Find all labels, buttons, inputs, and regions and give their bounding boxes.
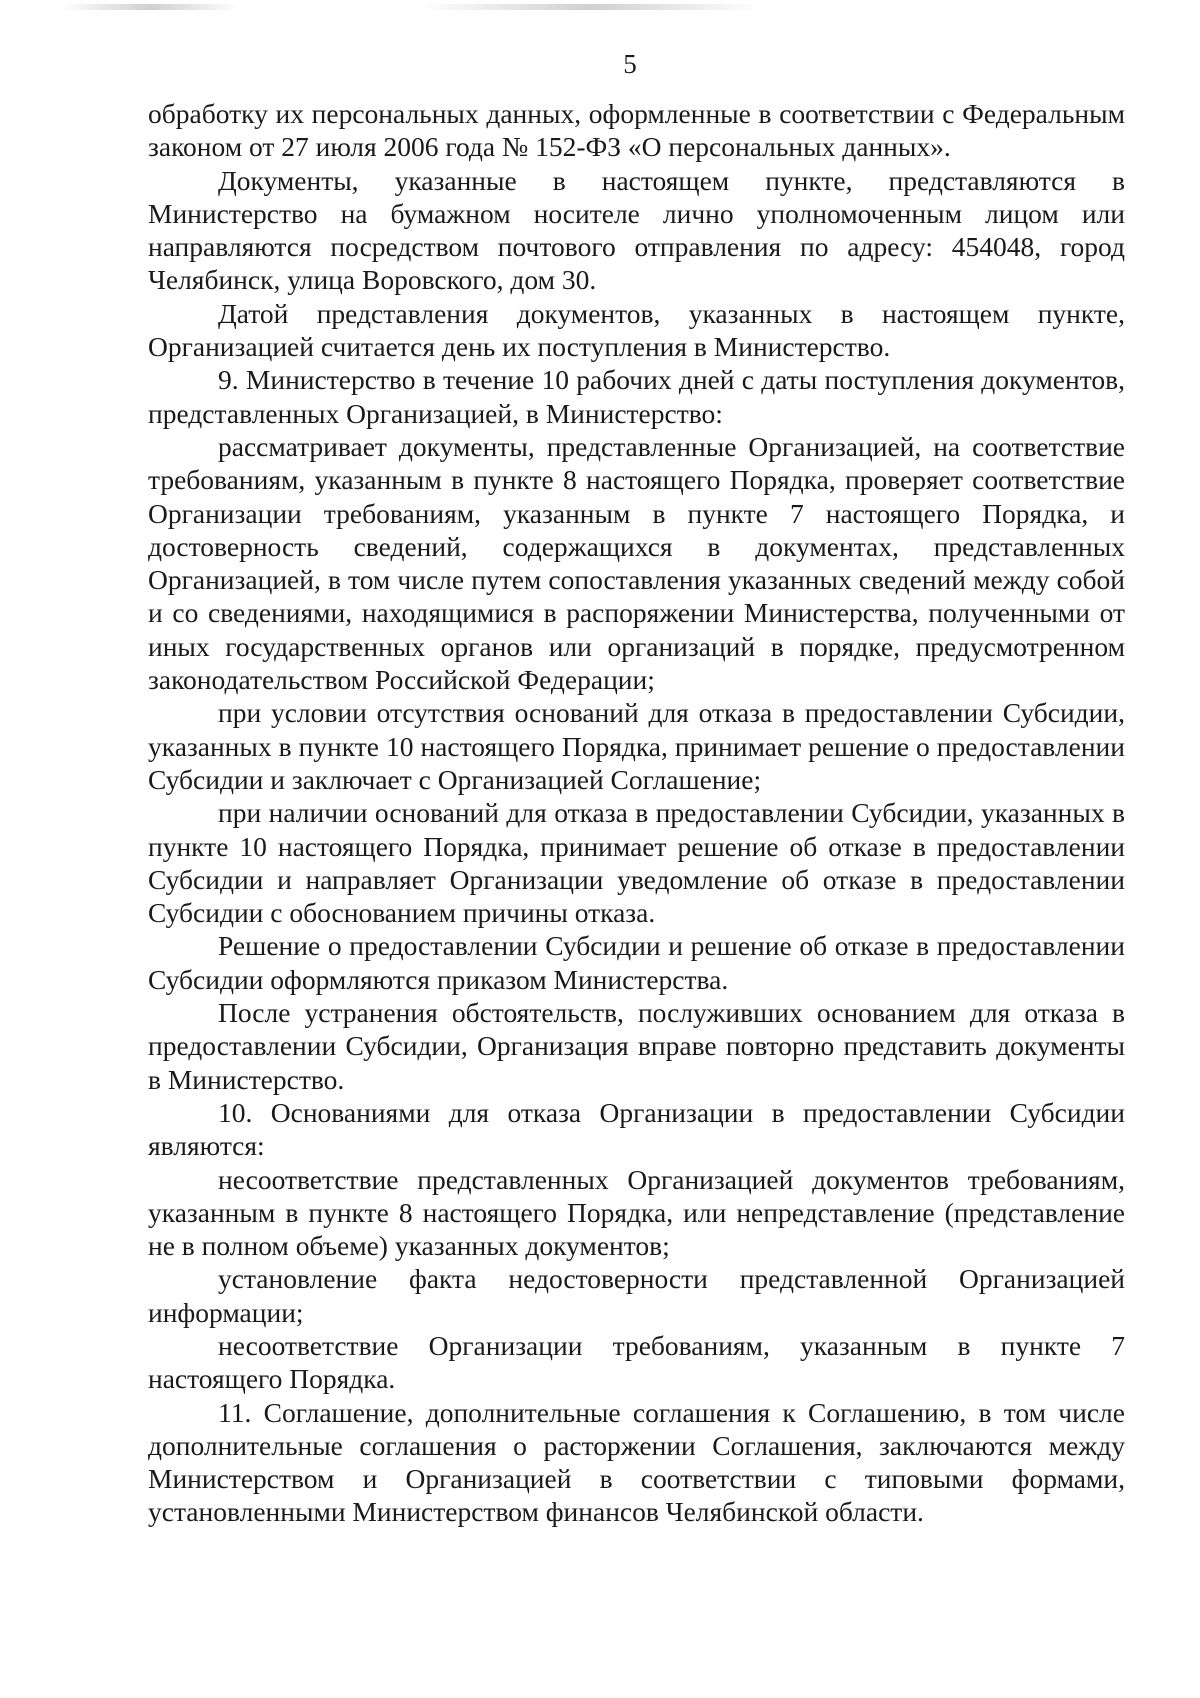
scan-artifact bbox=[60, 4, 240, 10]
paragraph: После устранения обстоятельств, послуживших основанием для отказа в предоставлении Субсидии, Организация вправе повторно представить документы в Министерство. bbox=[148, 997, 1125, 1095]
paragraph: несоответствие Организации требованиям, указанным в пункте 7 настоящего Порядка. bbox=[148, 1329, 1125, 1395]
paragraph: установление факта недостоверности представленной Организацией информации; bbox=[148, 1263, 1125, 1328]
paragraph: 9. Министерство в течение 10 рабочих дней с даты поступления документов, представленных Организацией, в Министерство: bbox=[148, 364, 1125, 429]
paragraph: Датой представления документов, указанных в настоящем пункте, Организацией считается день их поступления в Министерство. bbox=[148, 297, 1125, 363]
paragraph: обработку их персональных данных, оформленные в соответствии с Федеральным законом от 27 июля 2006 года № 152-ФЗ «О персональных данных». bbox=[148, 98, 1125, 163]
scan-artifact bbox=[420, 4, 760, 10]
paragraph: Решение о предоставлении Субсидии и решение об отказе в предоставлении Субсидии оформляются приказом Министерства. bbox=[148, 930, 1125, 995]
paragraph: несоответствие представленных Организацией документов требованиям, указанным в пункте 8 настоящего Порядка, или непредставление (представление не в полном объеме) указанных документов; bbox=[148, 1163, 1125, 1262]
paragraph: при условии отсутствия оснований для отказа в предоставлении Субсидии, указанных в пункте 10 настоящего Порядка, принимает решение о предоставлении Субсидии и заключает с Организацией Соглашение; bbox=[148, 697, 1125, 795]
page-number: 5 bbox=[623, 49, 637, 79]
paragraph: при наличии оснований для отказа в предоставлении Субсидии, указанных в пункте 10 настоящего Порядка, принимает решение об отказе в предоставлении Субсидии и направляет Организации уведомление об отказе в предоставлении Субсидии с обоснованием причины отказа. bbox=[148, 797, 1125, 929]
paragraph: 11. Соглашение, дополнительные соглашения к Соглашению, в том числе дополнительные соглашения о расторжении Соглашения, заключаются между Министерством и Организацией в соответствии с типовыми формами, установленными Министерством финансов Челябинской области. bbox=[148, 1396, 1125, 1528]
document-body bbox=[148, 97, 1125, 1529]
paragraph: Документы, указанные в настоящем пункте, представляются в Министерство на бумажном носителе лично уполномоченным лицом или направляются посредством почтового отправления по адресу: 454048, город Челябинск, улица Воровского, дом 30. bbox=[148, 164, 1125, 296]
paragraph: рассматривает документы, представленные Организацией, на соответствие требованиям, указанным в пункте 8 настоящего Порядка, проверяет соответствие Организации требованиям, указанным в пункте 7 настоящего Порядка, и достоверность сведений, содержащихся в документах, представленных Организацией, в том числе путем сопоставления указанных сведений между собой и со сведениями, находящимися в распоряжении Министерства, полученными от иных государственных органов или организаций в порядке, предусмотренном законодательством Российской Федерации; bbox=[148, 430, 1125, 696]
paragraph: 10. Основаниями для отказа Организации в предоставлении Субсидии являются: bbox=[148, 1096, 1125, 1162]
